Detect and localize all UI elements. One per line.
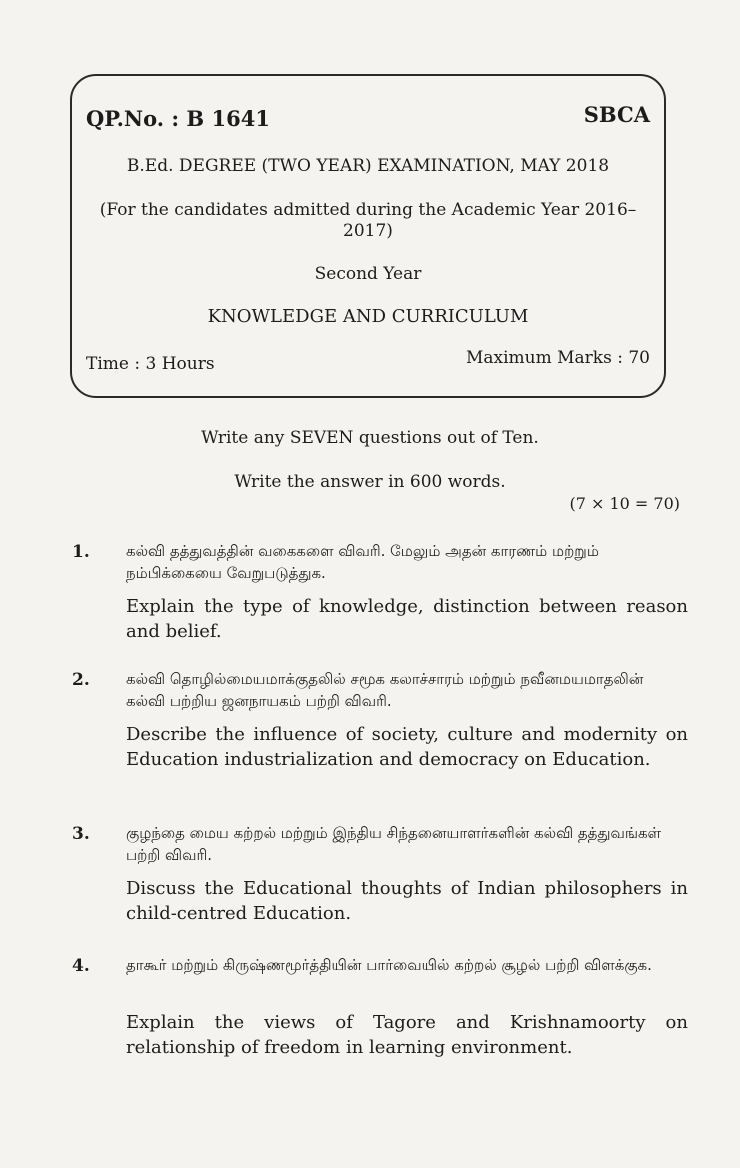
question-paper-number: QP.No. : B 1641 [86,106,270,131]
header-box [70,74,666,398]
question-tamil-text: குழந்தை மைய கற்றல் மற்றும் இந்திய சிந்தனையாளர்களின் கல்வி தத்துவங்கள் பற்றி விவரி. [126,824,662,864]
maximum-marks: Maximum Marks : 70 [465,348,650,368]
candidates-note: (For the candidates admitted during the Academic Year 2016–2017) [99,200,637,241]
subject-title: KNOWLEDGE AND CURRICULUM [207,306,529,327]
question-number: 1. [72,542,90,562]
exam-title: B.Ed. DEGREE (TWO YEAR) EXAMINATION, MAY 2018 [126,156,610,176]
question-number: 3. [72,824,90,844]
instruction-questions: Write any SEVEN questions out of Ten. [201,428,539,448]
question-number: 4. [72,956,90,976]
question-english-text: Explain the views of Tagore and Krishnamoorty on relationship of freedom in learning environment. [126,1012,688,1058]
paper-code: SBCA [583,102,650,127]
question-tamil-text: கல்வி தத்துவத்தின் வகைகளை விவரி. மேலும் அதன் காரணம் மற்றும் நம்பிக்கையை வேறுபடுத்துக. [126,542,599,582]
time-allowed: Time : 3 Hours [86,354,215,374]
question-english-text: Discuss the Educational thoughts of Indian philosophers in child-centred Education. [126,878,688,924]
instruction-words: Write the answer in 600 words. [234,472,506,492]
year-label: Second Year [314,264,422,284]
question-tamil-text: கல்வி தொழில்மையமாக்குதலில் சமூக கலாச்சாரம் மற்றும் நவீனமயமாதலின் கல்வி பற்றிய ஜனநாயகம் பற்றி விவரி. [126,670,644,710]
question-english-text: Explain the type of knowledge, distinction between reason and belief. [126,596,688,642]
question-tamil-text: தாகூர் மற்றும் கிருஷ்ணமூர்த்தியின் பார்வையில் கற்றல் சூழல் பற்றி விளக்குக. [126,956,652,974]
marks-scheme: (7 × 10 = 70) [569,494,680,513]
question-number: 2. [72,670,90,690]
question-english-text: Describe the influence of society, culture and modernity on Education industrialization and democracy on Education. [126,724,688,770]
